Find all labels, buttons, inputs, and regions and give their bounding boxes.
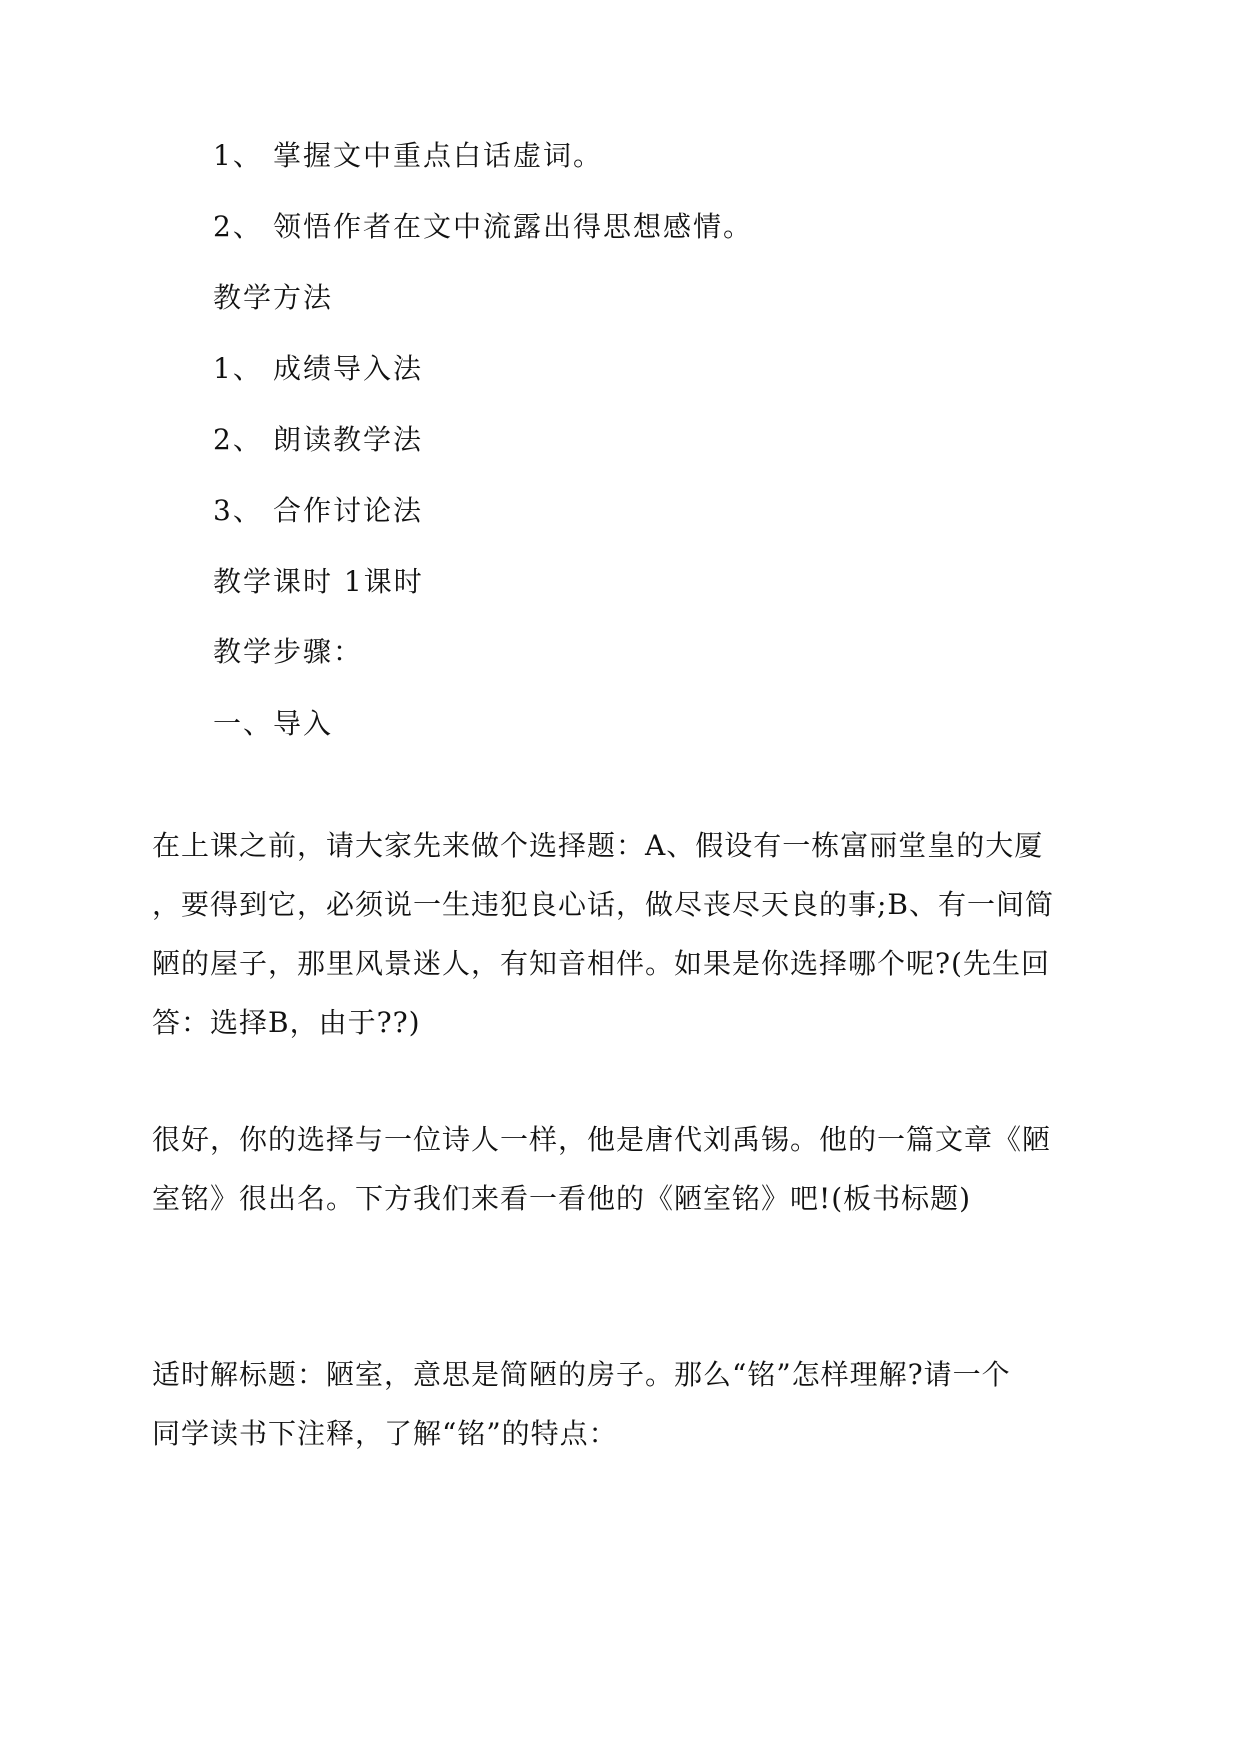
method-number: 1、 bbox=[213, 352, 263, 385]
paragraph-line: ，要得到它，必须说一生违犯良心话，做尽丧尽天良的事;B、有一间简 bbox=[152, 888, 1055, 921]
step-one-heading: 一、导入 bbox=[213, 707, 334, 740]
method-number: 2、 bbox=[213, 423, 263, 456]
method-number: 3、 bbox=[213, 494, 263, 527]
method-item-3 bbox=[213, 491, 423, 531]
objective-text: 领悟作者在文中流露出得思想感情。 bbox=[273, 210, 754, 243]
objective-text: 掌握文中重点白话虚词。 bbox=[273, 139, 604, 172]
objective-item-1 bbox=[213, 136, 603, 176]
objective-item-2 bbox=[213, 207, 753, 247]
steps-heading: 教学步骤： bbox=[213, 635, 364, 668]
objective-number: 2、 bbox=[213, 210, 263, 243]
paragraph-line: 同学读书下注释，了解“铭”的特点： bbox=[152, 1417, 618, 1450]
method-item-1 bbox=[213, 349, 423, 389]
intro-paragraph bbox=[152, 816, 1092, 1052]
method-item-2 bbox=[213, 420, 423, 460]
paragraph-line: 在上课之前，请大家先来做个选择题：A、假设有一栋富丽堂皇的大厦 bbox=[152, 829, 1044, 862]
paragraph-line: 室铭》很出名。下方我们来看一看他的《陋室铭》吧!(板书标题) bbox=[152, 1182, 972, 1215]
class-hours: 教学课时 1课时 bbox=[213, 565, 424, 598]
methods-heading: 教学方法 bbox=[213, 281, 334, 314]
paragraph-line: 适时解标题：陋室，意思是简陋的房子。那么“铭”怎样理解?请一个 bbox=[152, 1358, 1011, 1391]
paragraph-line: 陋的屋子，那里风景迷人，有知音相伴。如果是你选择哪个呢?(先生回 bbox=[152, 947, 1050, 980]
poet-paragraph bbox=[152, 1110, 1092, 1228]
method-text: 合作讨论法 bbox=[273, 494, 424, 527]
title-explanation-paragraph bbox=[152, 1345, 1092, 1463]
paragraph-line: 很好，你的选择与一位诗人一样，他是唐代刘禹锡。他的一篇文章《陋 bbox=[152, 1123, 1052, 1156]
paragraph-line: 答：选择B，由于??) bbox=[152, 1006, 421, 1039]
method-text: 朗读教学法 bbox=[273, 423, 424, 456]
objective-number: 1、 bbox=[213, 139, 263, 172]
method-text: 成绩导入法 bbox=[273, 352, 424, 385]
